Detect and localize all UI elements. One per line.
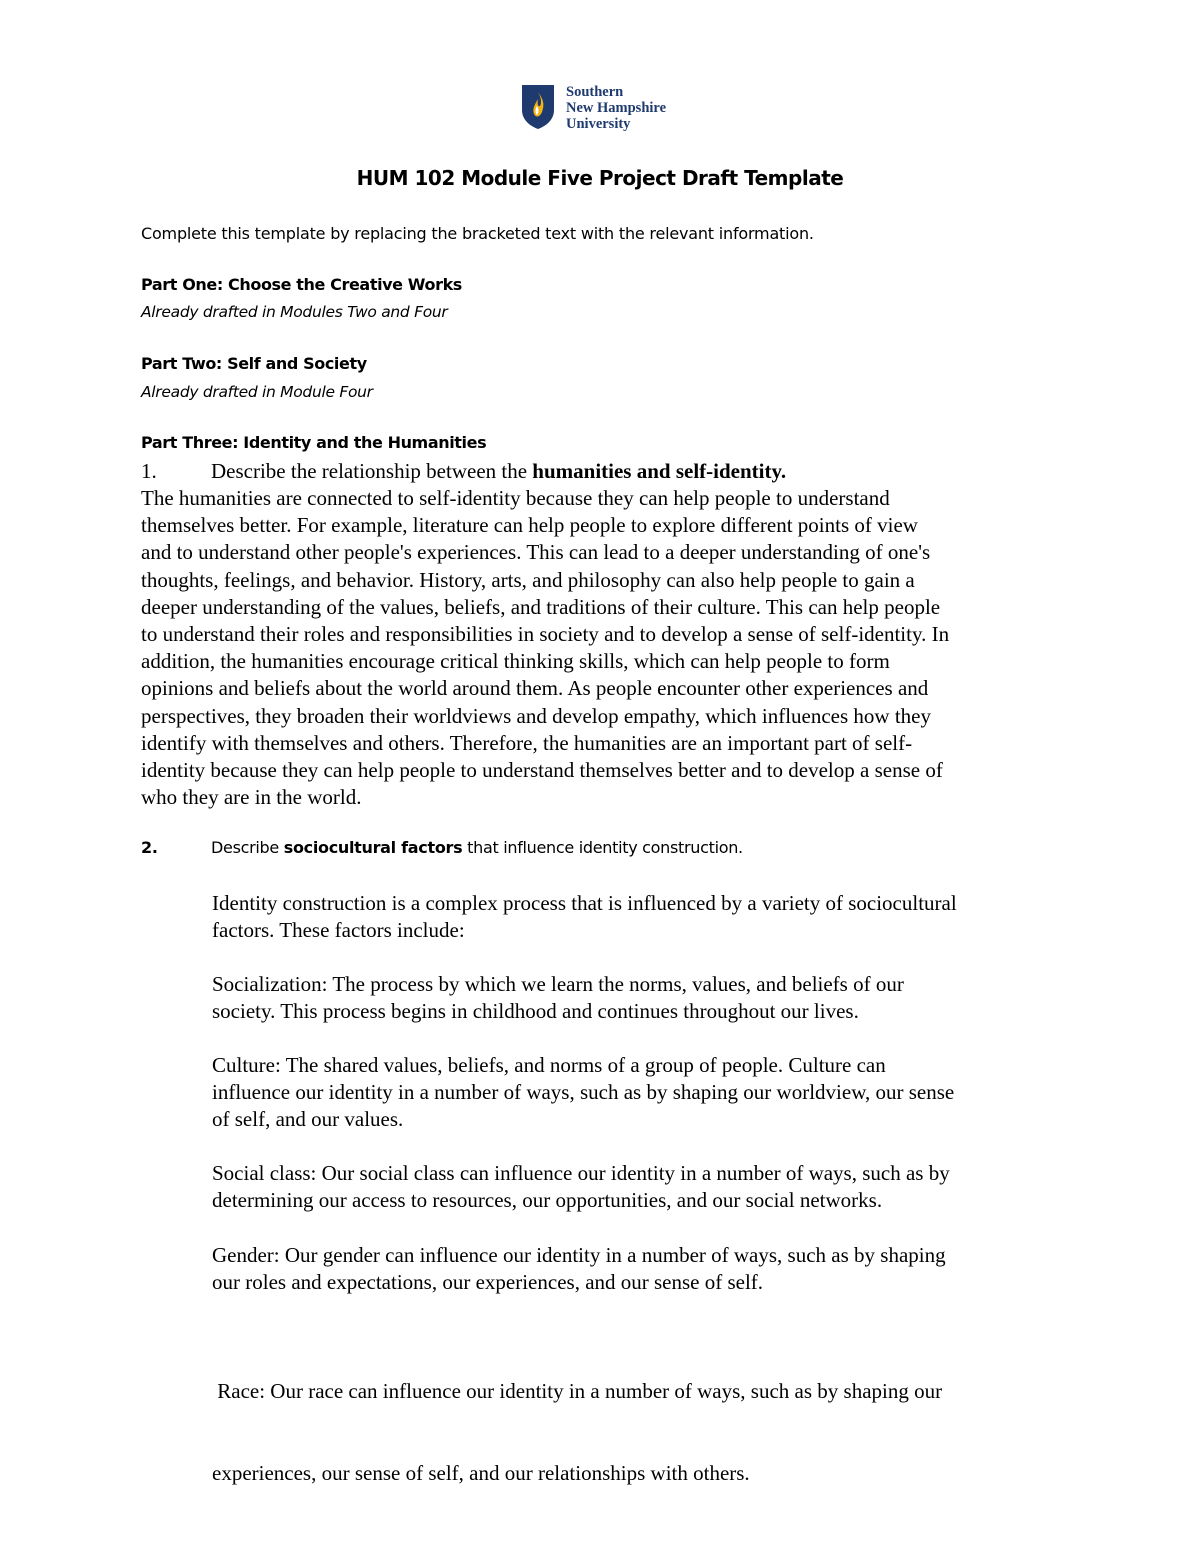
answer-line: perspectives, they broaden their worldviews and develop empathy, which influences how they [141, 703, 931, 728]
part-two-note: Already drafted in Module Four [141, 383, 373, 401]
paragraph-line: factors. These factors include: [212, 918, 465, 943]
answer-line: opinions and beliefs about the world around them. As people encounter other experiences and [141, 676, 929, 701]
answer-line: to understand their roles and responsibilities in society and to develop a sense of self-identity. In [141, 622, 950, 647]
instructions-text: Complete this template by replacing the bracketed text with the relevant information. [141, 224, 814, 243]
part-one-note: Already drafted in Modules Two and Four [141, 303, 448, 321]
question-2-prompt-start: Describe [211, 838, 284, 857]
document-title: HUM 102 Module Five Project Draft Template [356, 166, 844, 190]
question-1-answer [141, 485, 1061, 811]
answer-line: The humanities are connected to self-identity because they can help people to understand [141, 486, 890, 510]
gender-paragraph [212, 1242, 1072, 1296]
answer-line: identify with themselves and others. Therefore, the humanities are an important part of self- [141, 730, 913, 755]
question-1-prompt: Describe the relationship between the [211, 459, 533, 483]
paragraph-line: Identity construction is a complex process that is influenced by a variety of sociocultural [212, 891, 957, 915]
university-logo [521, 84, 691, 132]
question-2-prompt-bold: sociocultural factors [283, 838, 463, 857]
flame-shield-icon [521, 84, 555, 130]
q2-intro-paragraph [212, 890, 1072, 944]
social-class-paragraph [212, 1160, 1072, 1214]
question-1 [141, 458, 786, 485]
paragraph-line: of self, and our values. [212, 1107, 404, 1132]
question-2 [141, 836, 743, 860]
logo-line-3: University [566, 116, 631, 132]
socialization-paragraph [212, 971, 1072, 1025]
part-one-heading: Part One: Choose the Creative Works [141, 275, 462, 294]
logo-wordmark [566, 84, 666, 132]
answer-line: themselves better. For example, literature can help people to explore different points of view [141, 513, 918, 538]
question-1-prompt-bold: humanities and self-identity. [532, 459, 787, 483]
paragraph-line: Culture: The shared values, beliefs, and norms of a group of people. Culture can [212, 1053, 886, 1077]
logo-line-2: New Hampshire [566, 100, 667, 116]
part-three-heading: Part Three: Identity and the Humanities [141, 433, 487, 452]
answer-line: identity because they can help people to understand themselves better and to develop a sense of [141, 758, 943, 783]
race-paragraph [212, 1324, 1072, 1542]
paragraph-line: our roles and expectations, our experiences, and our sense of self. [212, 1270, 764, 1295]
answer-line: and to understand other people's experiences. This can lead to a deeper understanding of one's [141, 540, 931, 565]
answer-line: thoughts, feelings, and behavior. History, arts, and philosophy can also help people to gain a [141, 567, 915, 592]
paragraph-line: Social class: Our social class can influence our identity in a number of ways, such as by [212, 1161, 950, 1185]
culture-paragraph [212, 1052, 1072, 1134]
part-two-heading: Part Two: Self and Society [141, 354, 367, 373]
logo-line-1: Southern [566, 84, 624, 100]
paragraph-line: society. This process begins in childhood and continues throughout our lives. [212, 999, 859, 1024]
paragraph-line: determining our access to resources, our opportunities, and our social networks. [212, 1188, 883, 1213]
paragraph-line: Race: Our race can influence our identity in a number of ways, such as by shaping our [212, 1379, 943, 1404]
answer-line: addition, the humanities encourage critical thinking skills, which can help people to form [141, 649, 890, 674]
paragraph-line: Socialization: The process by which we learn the norms, values, and beliefs of our [212, 972, 904, 996]
question-2-prompt-end: that influence identity construction. [462, 838, 743, 857]
answer-line: deeper understanding of the values, beliefs, and traditions of their culture. This can help people [141, 594, 941, 619]
question-1-number: 1. [141, 459, 157, 483]
answer-line: who they are in the world. [141, 785, 362, 810]
paragraph-line: Gender: Our gender can influence our identity in a number of ways, such as by shaping [212, 1243, 946, 1267]
paragraph-line: influence our identity in a number of ways, such as by shaping our worldview, our sense [212, 1080, 955, 1105]
question-2-number: 2. [141, 838, 158, 857]
paragraph-line: experiences, our sense of self, and our relationships with others. [212, 1461, 750, 1486]
